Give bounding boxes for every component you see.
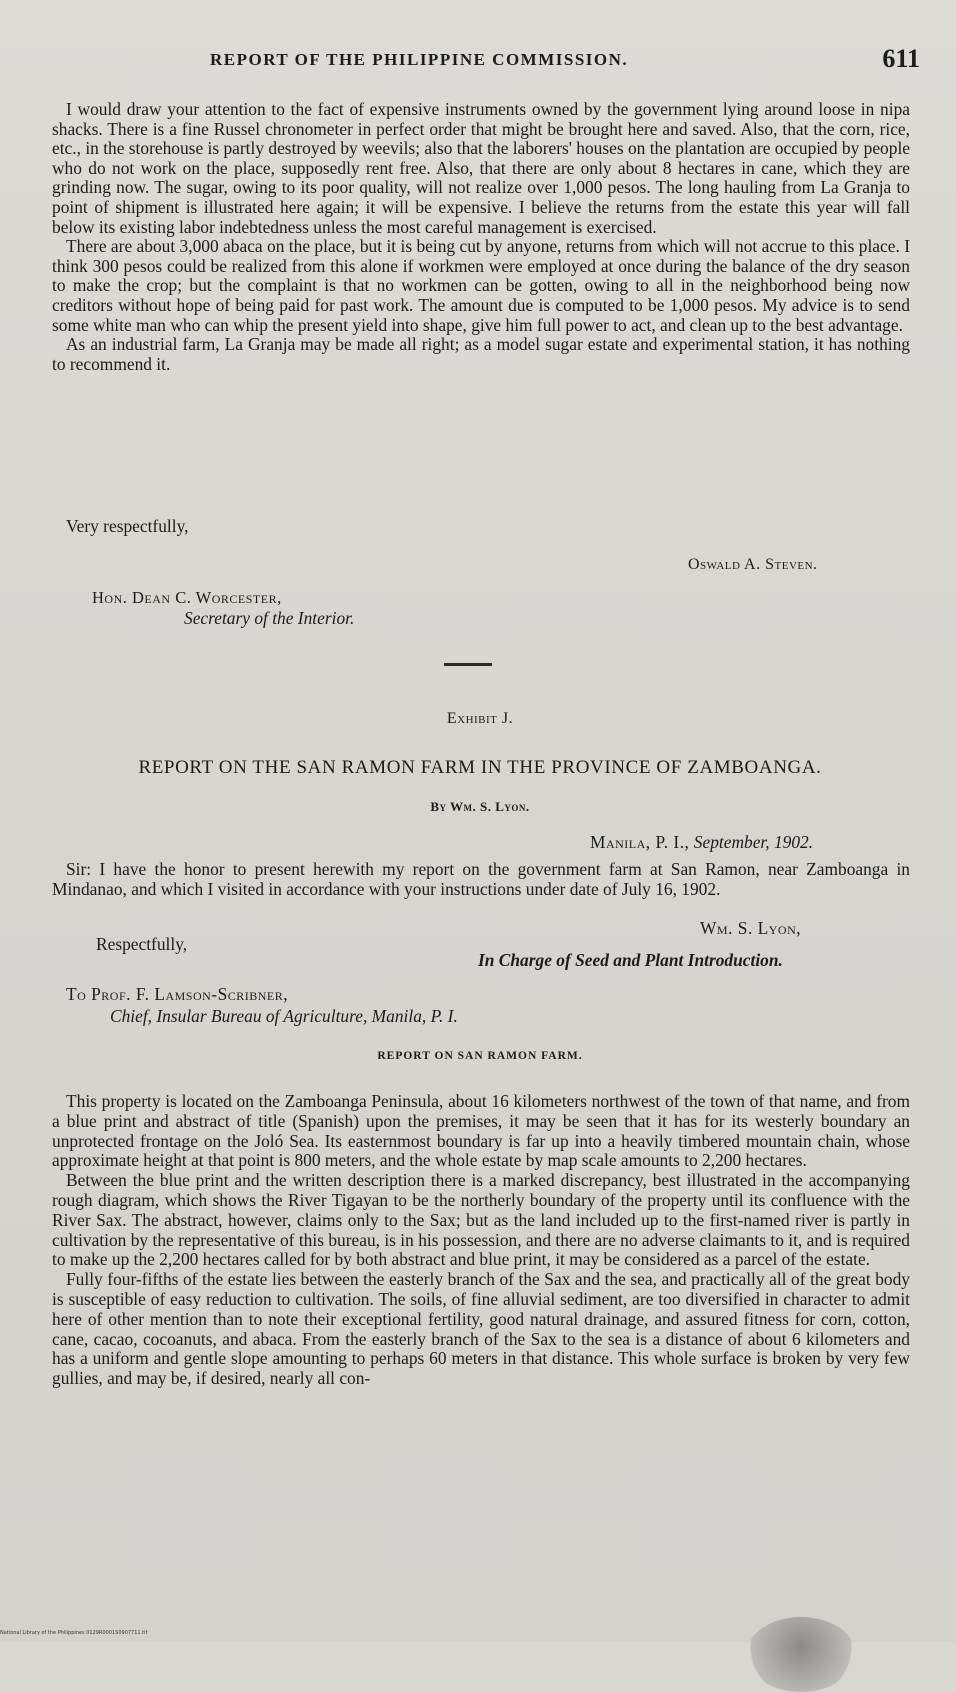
addressee-name: To Prof. F. Lamson-Scribner, bbox=[66, 984, 289, 1004]
addressee-title: Secretary of the Interior. bbox=[184, 608, 355, 628]
paragraph: I would draw your attention to the fact of expensive instruments owned by the government lying around loose in nipa shacks. There is a fine Russel chronometer in perfect order that might be brought here and saved. Also, that the corn, rice, etc., in the storehouse is partly destroyed by weevils; also that the laborers' houses on the plantation are occupied by people who do not work on the place, supposedly rent free. Also, that there are only about 8 hectares in cane, which they are grinding now. The sugar, owing to its poor quality, will not realize over 1,000 pesos. The long hauling from La Granja to point of shipment is illustrated here again; it will be expensive. I believe the returns from the estate this year will fall below its existing labor indebtedness unless the most careful management is exercised. bbox=[52, 99, 910, 237]
closing: Respectfully, bbox=[96, 934, 188, 954]
paragraph: This property is located on the Zamboanga Peninsula, about 16 kilometers northwest of the town of that name, and from a blue print and abstract of title (Spanish) upon the premises, it may be seen that it has for its westerly boundary an unprotected frontage on the Joló Sea. Its easternmost boundary is far up into a heavily timbered mountain chain, whose approximate height at that point is 800 meters, and the whole estate by map scale amounts to 2,200 hectares. bbox=[52, 1091, 910, 1171]
byline: By Wm. S. Lyon. bbox=[430, 799, 530, 814]
closing: Very respectfully, bbox=[66, 516, 189, 536]
dateline-place: Manila, P. I., bbox=[590, 832, 690, 852]
cover-letter-body bbox=[52, 860, 910, 899]
paragraph: As an industrial farm, La Granja may be made all right; as a model sugar estate and experimental station, it has nothing to recommend it. bbox=[52, 334, 910, 374]
section-divider bbox=[444, 663, 492, 666]
addressee-name: Hon. Dean C. Worcester, bbox=[92, 588, 282, 607]
report-body bbox=[52, 1092, 910, 1389]
running-title: REPORT OF THE PHILIPPINE COMMISSION. bbox=[210, 50, 629, 69]
page-number: 611 bbox=[882, 44, 920, 73]
exhibit-label: Exhibit J. bbox=[446, 710, 514, 727]
signer-title: In Charge of Seed and Plant Introduction. bbox=[478, 950, 783, 970]
dateline bbox=[590, 832, 813, 853]
dateline-date: September, 1902. bbox=[693, 832, 814, 852]
paragraph: There are about 3,000 abaca on the place, but it is being cut by anyone, returns from which will not accrue to this place. I think 300 pesos could be realized from this alone if workmen were employed at once during the balance of the dry season to make the crop; but the complaint is that no workmen can be gotten, owing to all in the neighborhood being now creditors without hope of being paid for past work. The amount due is computed to be 1,000 pesos. My advice is to send some white man who can whip the present yield into shape, give him full power to act, and clean up to the best advantage. bbox=[52, 236, 910, 335]
signature: Wm. S. Lyon, bbox=[700, 918, 802, 938]
letter-body bbox=[52, 100, 910, 374]
exhibit-title: REPORT ON THE SAN RAMON FARM IN THE PROVINCE OF ZAMBOANGA. bbox=[138, 757, 822, 778]
paragraph: Sir: I have the honor to present herewith my report on the government farm at San Ramon, near Zamboanga in Mindanao, and which I visited in accordance with your instructions under date of July 16, 1902. bbox=[52, 859, 910, 899]
signature: Oswald A. Steven. bbox=[688, 556, 818, 573]
scan-artifact bbox=[746, 1617, 856, 1692]
report-heading: REPORT ON SAN RAMON FARM. bbox=[377, 1050, 583, 1062]
scan-footer: National Library of the Philippines 0129R0001S0907711.tif bbox=[0, 1630, 148, 1636]
addressee-title: Chief, Insular Bureau of Agriculture, Manila, P. I. bbox=[110, 1006, 458, 1026]
paragraph: Between the blue print and the written description there is a marked discrepancy, best illustrated in the accompanying rough diagram, which shows the River Tigayan to be the northerly boundary of the property until its confluence with the River Sax. The abstract, however, claims only to the Sax; but as the land included up to the first-named river is partly in cultivation by the representative of this bureau, is in his possession, and there are no adverse claimants to it, and is required to make up the 2,200 hectares called for by both abstract and blue print, it may be considered as a parcel of the estate. bbox=[52, 1170, 910, 1270]
paragraph: Fully four-fifths of the estate lies between the easterly branch of the Sax and the sea, and practically all of the great body is susceptible of easy reduction to cultivation. The soils, of fine alluvial sediment, are too diversified in character to admit here of other mention than to note their exceptional fertility, good natural drainage, and assured fitness for corn, cotton, cane, cacao, cocoanuts, and abaca. From the easterly branch of the Sax to the sea is a distance of about 6 kilometers and has a uniform and gentle slope amounting to perhaps 60 meters in that distance. This whole surface is broken by very few gullies, and may be, if desired, nearly all con- bbox=[52, 1269, 910, 1389]
